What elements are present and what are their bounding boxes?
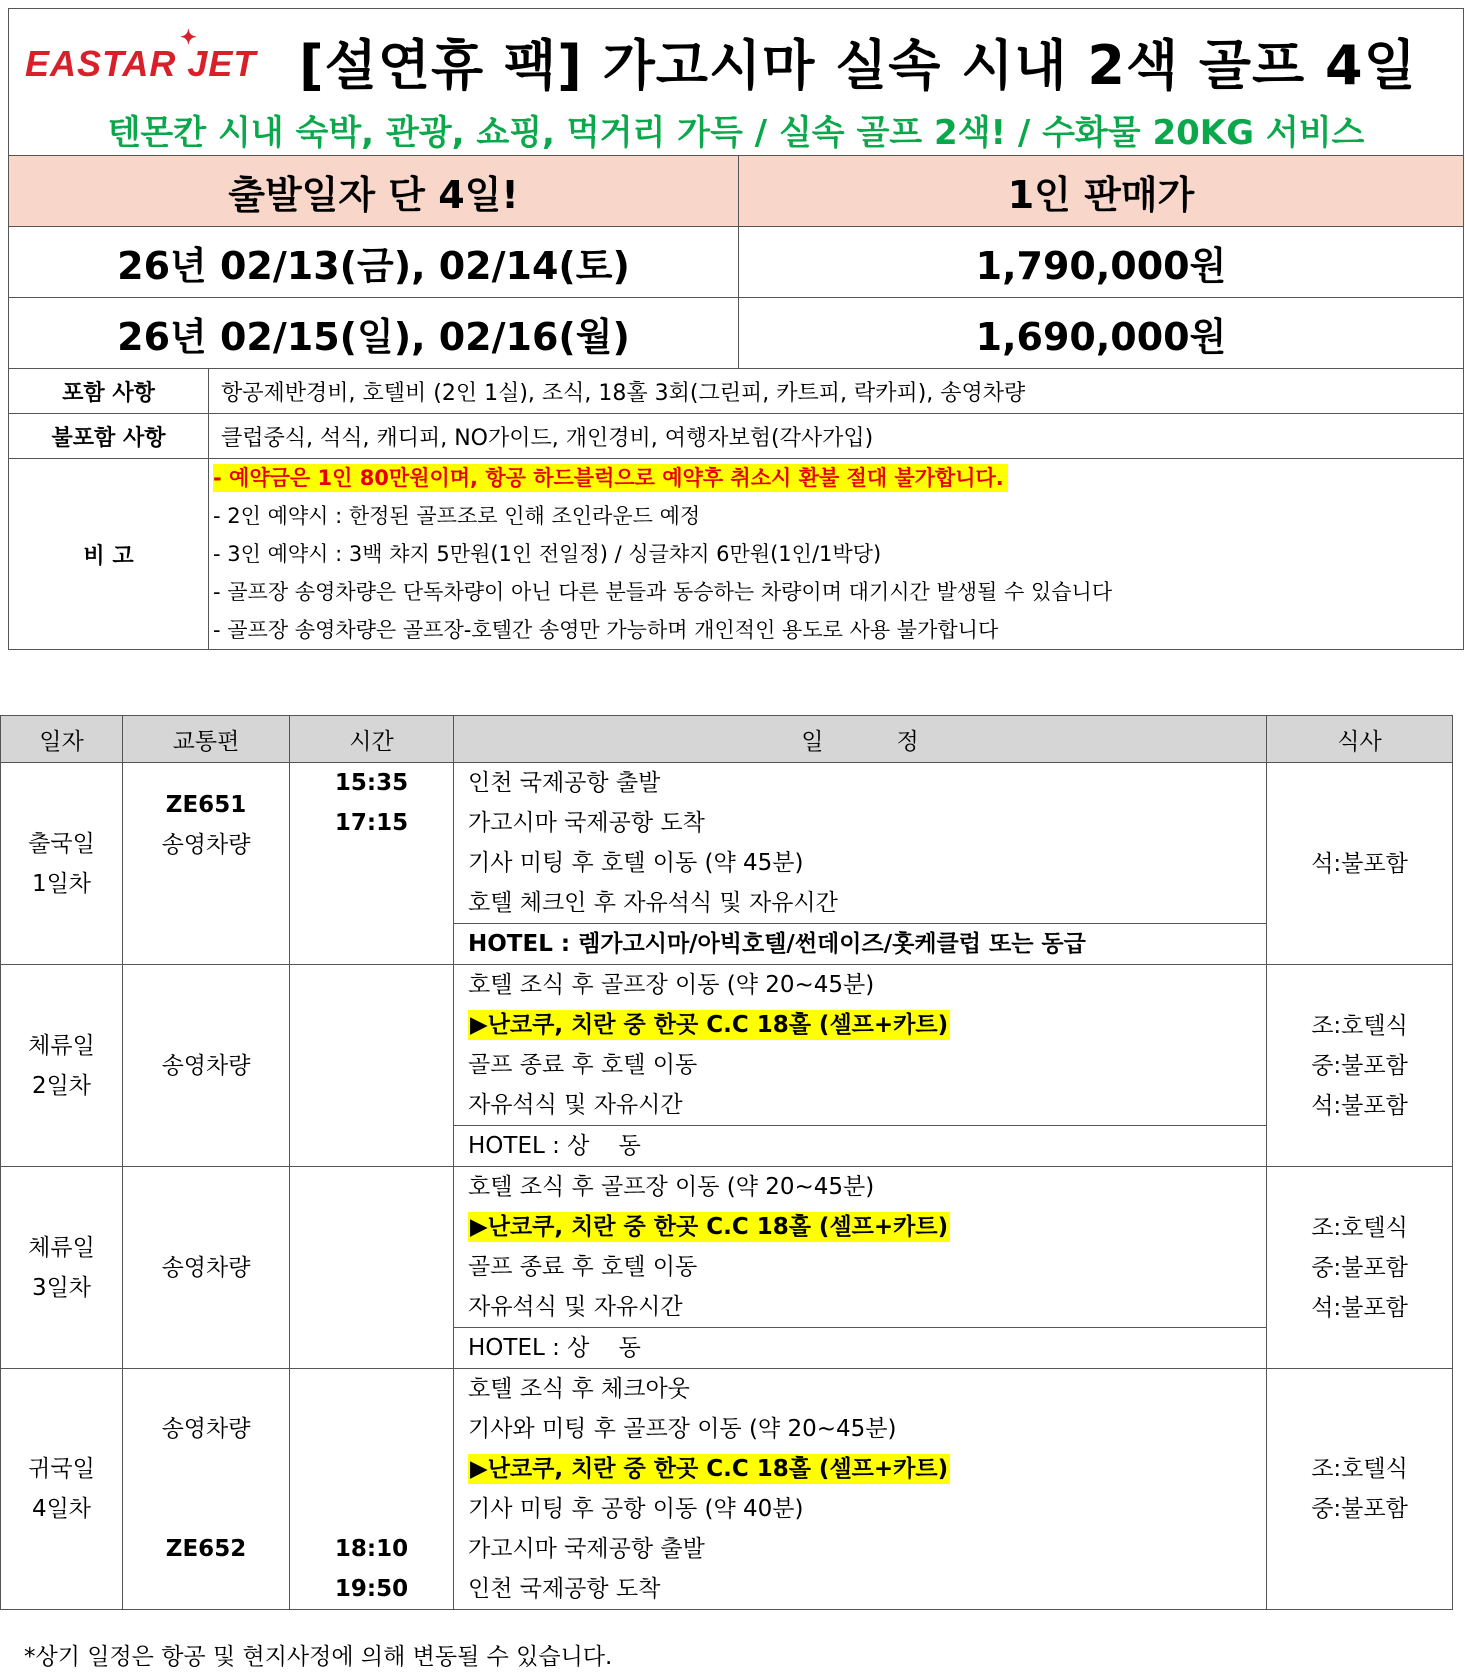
transport-cell: 송영차량	[123, 1167, 290, 1369]
footnote: *상기 일정은 항공 및 현지사정에 의해 변동될 수 있습니다.	[24, 1644, 613, 1670]
transport-cell: 송영차량	[123, 965, 290, 1167]
departure-dates-1: 26년 02/13(금), 02/14(토)	[9, 227, 739, 298]
col-schedule: 일 정	[454, 716, 1267, 763]
notes-label: 비 고	[9, 459, 209, 650]
day-cell: 체류일 3일차	[1, 1167, 123, 1369]
note-item: - 골프장 송영차량은 골프장-호텔간 송영만 가능하며 개인적인 용도로 사용 불가합니다	[213, 618, 999, 642]
product-summary-table	[8, 8, 1464, 650]
day-cell: 체류일 2일차	[1, 965, 123, 1167]
itinerary-row-day3	[1, 1167, 1453, 1369]
day-cell: 출국일 1일차	[1, 763, 123, 965]
eastar-jet-logo: EASTAR JET ✦	[25, 27, 257, 84]
itinerary-row-day4	[1, 1369, 1453, 1610]
excluded-text: 클럽중식, 석식, 캐디피, NO가이드, 개인경비, 여행자보험(각사가입)	[209, 414, 1464, 459]
meal-cell: 조:호텔식 중:불포함	[1267, 1369, 1453, 1610]
col-day: 일자	[1, 716, 123, 763]
meal-cell: 조:호텔식 중:불포함 석:불포함	[1267, 1167, 1453, 1369]
time-cell	[290, 965, 454, 1167]
schedule-cell: 인천 국제공항 출발 가고시마 국제공항 도착 기사 미팅 후 호텔 이동 (약 45분) 호텔 체크인 후 자유석식 및 자유시간 HOTEL : 렘가고시마/아빅호텔/썬데이즈/홋케클럽 또는 동급	[454, 763, 1267, 965]
schedule-cell: 호텔 조식 후 골프장 이동 (약 20~45분) ▶난코쿠, 치란 중 한곳 C.C 18홀 (셀프+카트) 골프 종료 후 호텔 이동 자유석식 및 자유시간 HOTEL : 상 동	[454, 1167, 1267, 1369]
note-item: - 골프장 송영차량은 단독차량이 아닌 다른 분들과 동승하는 차량이며 대기시간 발생될 수 있습니다	[213, 580, 1113, 604]
note-item: - 예약금은 1인 80만원이며, 항공 하드블럭으로 예약후 취소시 환불 절대 불가합니다.	[209, 459, 1463, 497]
excluded-label: 불포함 사항	[9, 414, 209, 459]
day-cell: 귀국일 4일차	[1, 1369, 123, 1610]
price-header: 1인 판매가	[739, 156, 1464, 227]
schedule-cell: 호텔 조식 후 체크아웃 기사와 미팅 후 골프장 이동 (약 20~45분) ▶난코쿠, 치란 중 한곳 C.C 18홀 (셀프+카트) 기사 미팅 후 공항 이동 (약 40분) 가고시마 국제공항 출발 인천 국제공항 도착	[454, 1369, 1267, 1610]
time-cell	[290, 1167, 454, 1369]
transport-cell: 송영차량 ZE652	[123, 1369, 290, 1610]
col-transport: 교통편	[123, 716, 290, 763]
meal-cell: 조:호텔식 중:불포함 석:불포함	[1267, 965, 1453, 1167]
included-text: 항공제반경비, 호텔비 (2인 1실), 조식, 18홀 3회(그린피, 카트피, 락카피), 송영차량	[209, 369, 1464, 414]
time-cell: 18:10 19:50	[290, 1369, 454, 1610]
departure-header: 출발일자 단 4일!	[9, 156, 739, 227]
header-banner	[9, 9, 1464, 156]
schedule-cell: 호텔 조식 후 골프장 이동 (약 20~45분) ▶난코쿠, 치란 중 한곳 C.C 18홀 (셀프+카트) 골프 종료 후 호텔 이동 자유석식 및 자유시간 HOTEL : 상 동	[454, 965, 1267, 1167]
transport-cell: ZE651 송영차량	[123, 763, 290, 965]
notes-list	[209, 459, 1464, 650]
note-item: - 2인 예약시 : 한정된 골프조로 인해 조인라운드 예정	[213, 504, 701, 528]
page-title: [설연휴 팩] 가고시마 실속 시내 2색 골프 4일	[299, 34, 1417, 97]
time-cell: 15:35 17:15	[290, 763, 454, 965]
page-subtitle: 텐몬칸 시내 숙박, 관광, 쇼핑, 먹거리 가득 / 실속 골프 2색! / 수화물 20KG 서비스	[107, 113, 1365, 153]
note-item: - 3인 예약시 : 3백 챠지 5만원(1인 전일정) / 싱글챠지 6만원(1인/1박당)	[213, 542, 882, 566]
meal-cell: 석:불포함	[1267, 763, 1453, 965]
col-meal: 식사	[1267, 716, 1453, 763]
itinerary-row-day1	[1, 763, 1453, 965]
departure-dates-2: 26년 02/15(일), 02/16(월)	[9, 298, 739, 369]
price-2: 1,690,000원	[739, 298, 1464, 369]
itinerary-table	[0, 715, 1453, 1610]
price-1: 1,790,000원	[739, 227, 1464, 298]
included-label: 포함 사항	[9, 369, 209, 414]
itinerary-row-day2	[1, 965, 1453, 1167]
col-time: 시간	[290, 716, 454, 763]
